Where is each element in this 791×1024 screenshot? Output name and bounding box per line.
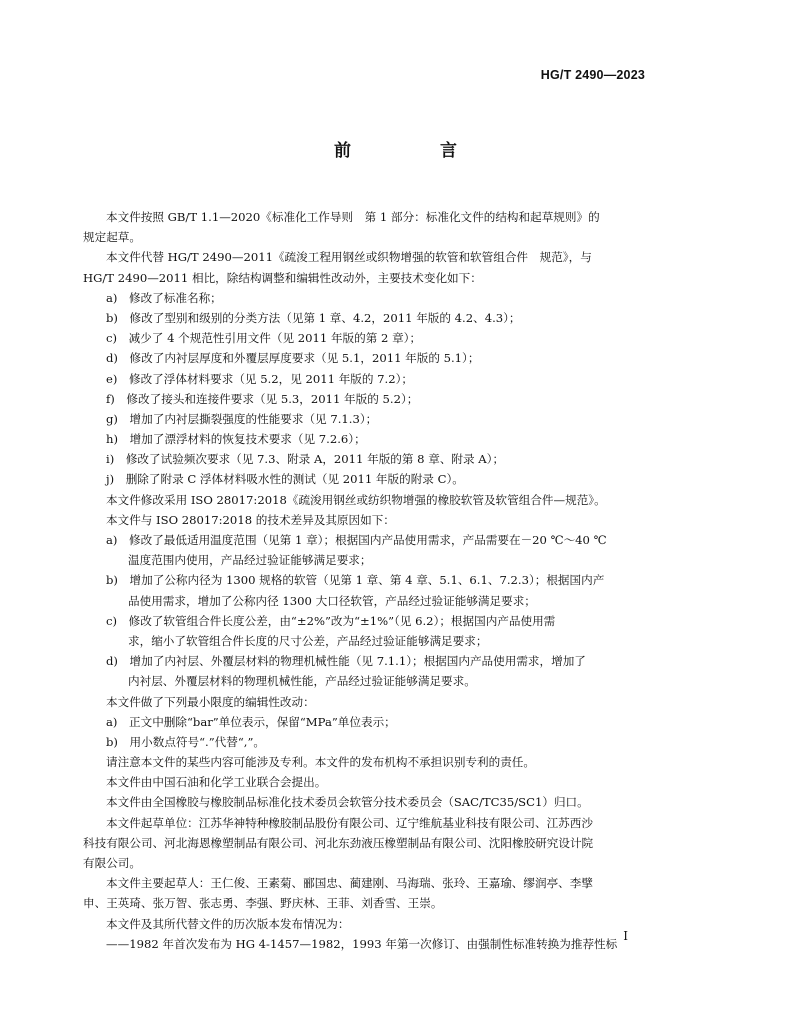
text-line: 本文件做了下列最小限度的编辑性改动： [106, 694, 315, 709]
text-line: a) 修改了标准名称； [106, 290, 222, 305]
text-line: 求，缩小了软管组合件长度的尺寸公差，产品经过验证能够满足要求； [128, 633, 488, 648]
text-line: d) 增加了内衬层、外覆层材料的物理机械性能（见 7.1.1）；根据国内产品使用需求，增加了 [106, 654, 586, 669]
text-line: 科技有限公司、河北海恩橡塑制品有限公司、河北东劲液压橡塑制品有限公司、沈阳橡胶研究设计院 [83, 835, 594, 850]
text-line: i) 修改了试验频次要求（见 7.3、附录 A，2011 年版的第 8 章、附录 A）； [106, 452, 505, 467]
text-line: c) 减少了 4 个规范性引用文件（见 2011 年版的第 2 章）； [106, 331, 422, 346]
text-line: a) 修改了最低适用温度范围（见第 1 章）；根据国内产品使用需求，产品需要在－20 ℃～40 ℃ [106, 533, 607, 547]
page-number: I [623, 929, 628, 943]
text-line: 品使用需求，增加了公称内径 1300 大口径软管，产品经过验证能够满足要求； [128, 593, 536, 608]
text-line: f) 修改了接头和连接件要求（见 5.3，2011 年版的 5.2）； [106, 391, 419, 406]
text-line: c) 修改了软管组合件长度公差，由“±2%”改为“±1%”（见 6.2）；根据国内产品使用需 [106, 613, 556, 628]
text-line: 请注意本文件的某些内容可能涉及专利。本文件的发布机构不承担识别专利的责任。 [106, 755, 535, 770]
text-line: 本文件起草单位：江苏华神特种橡胶制品股份有限公司、辽宁维航基业科技有限公司、江苏西沙 [106, 815, 593, 830]
text-line: d) 修改了内衬层厚度和外覆层厚度要求（见 5.1，2011 年版的 5.1）； [106, 351, 480, 366]
text-line: a) 正文中删除“bar”单位表示，保留“MPa”单位表示； [106, 714, 396, 729]
text-line: e) 修改了浮体材料要求（见 5.2，见 2011 年版的 7.2）； [106, 371, 413, 386]
text-line: b) 用小数点符号“.”代替“,”。 [106, 734, 265, 749]
text-line: 本文件代替 HG/T 2490—2011《疏浚工程用钢丝或织物增强的软管和软管组合件 规范》，与 [106, 250, 592, 265]
text-line: b) 增加了公称内径为 1300 规格的软管（见第 1 章、第 4 章、5.1、6.1、7.2.3）；根据国内产 [106, 573, 605, 588]
text-line: HG/T 2490—2011 相比，除结构调整和编辑性改动外，主要技术变化如下： [83, 270, 482, 285]
text-line: g) 增加了内衬层撕裂强度的性能要求（见 7.1.3）； [106, 411, 378, 426]
standard-code: HG/T 2490—2023 [540, 68, 645, 82]
text-line: 本文件由中国石油和化学工业联合会提出。 [106, 775, 327, 790]
text-line: 本文件及其所代替文件的历次版本发布情况为： [106, 916, 350, 931]
page-title: 前 言 [334, 141, 493, 161]
text-line: j) 删除了附录 C 浮体材料吸水性的测试（见 2011 年版的附录 C）。 [106, 472, 464, 487]
text-line: 本文件与 ISO 28017:2018 的技术差异及其原因如下： [106, 512, 395, 527]
text-line: b) 修改了型别和级别的分类方法（见第 1 章、4.2，2011 年版的 4.2、4.3）； [106, 310, 521, 325]
text-line: 本文件由全国橡胶与橡胶制品标准化技术委员会软管分技术委员会（SAC/TC35/SC1）归口。 [106, 795, 589, 810]
text-line: h) 增加了漂浮材料的恢复技术要求（见 7.2.6）； [106, 432, 366, 447]
text-line: 本文件按照 GB/T 1.1—2020《标准化工作导则 第 1 部分：标准化文件的结构和起草规则》的 [106, 210, 600, 224]
foreword-body [83, 207, 643, 954]
text-line: 申、王英琦、张万智、张志勇、李强、野庆林、王菲、刘香雪、王崇。 [83, 896, 443, 911]
text-line: 有限公司。 [83, 856, 141, 870]
text-line: ——1982 年首次发布为 HG 4-1457—1982，1993 年第一次修订、由强制性标准转换为推荐性标 [106, 936, 618, 951]
text-line: 本文件主要起草人：王仁俊、王素菊、郦国忠、蔺建刚、马海瑞、张玲、王嘉瑜、缪润亭、李擘 [106, 876, 593, 891]
text-line: 规定起草。 [83, 230, 141, 245]
text-line: 本文件修改采用 ISO 28017:2018《疏浚用钢丝或纺织物增强的橡胶软管及软管组合件—规范》。 [106, 492, 606, 507]
text-line: 温度范围内使用，产品经过验证能够满足要求； [128, 553, 372, 568]
text-line: 内衬层、外覆层材料的物理机械性能，产品经过验证能够满足要求。 [128, 674, 476, 689]
